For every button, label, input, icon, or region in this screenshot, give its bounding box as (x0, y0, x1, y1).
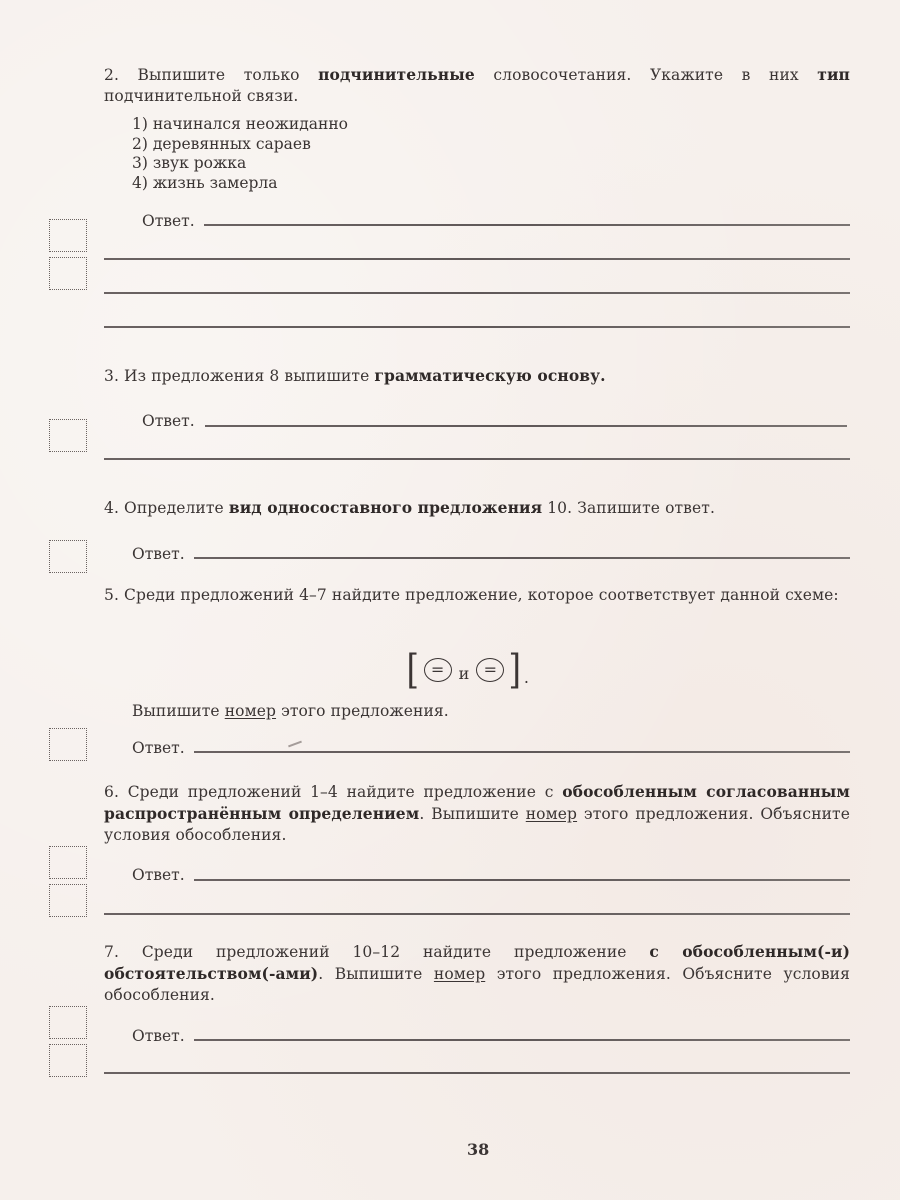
question-3: 3. Из предложения 8 выпишите грамматическую основу. (104, 366, 606, 385)
score-box[interactable] (49, 219, 87, 252)
score-box[interactable] (49, 540, 87, 573)
emphasis-detached-adverbial: с обособленным(-и) обстоятельством(-ами) (104, 942, 851, 983)
question-6-number: 6. (104, 783, 119, 801)
emphasis-subordinate: подчинительные (318, 65, 475, 84)
pencil-mark (288, 741, 302, 748)
option-3: 3) звук рожка (132, 154, 247, 172)
answer-label: Ответ. (132, 739, 185, 757)
schema-period: . (523, 667, 529, 687)
score-box[interactable] (49, 846, 87, 879)
answer-line[interactable] (104, 258, 850, 260)
emphasis-number: номер (224, 702, 277, 720)
score-box[interactable] (49, 884, 87, 917)
question-5-followup: Выпишите номер этого предложения. (132, 702, 449, 720)
open-bracket: [ (406, 647, 420, 693)
question-7-number: 7. (104, 943, 119, 961)
answer-label: Ответ. (132, 1027, 185, 1045)
answer-label: Ответ. (142, 212, 195, 230)
emphasis-number: номер (525, 805, 578, 823)
question-6: 6. Среди предложений 1–4 найдите предложение с обособленным согласованным распространённым определением. Выпишите номер этого предложения. Объясните условия обособления. (104, 782, 850, 844)
score-box[interactable] (49, 728, 87, 761)
emphasis-type: тип (817, 65, 850, 84)
question-7: 7. Среди предложений 10–12 найдите предложение с обособленным(-и) обстоятельством(-ами). Выпишите номер этого предложения. Объясните условия обособления. (104, 942, 851, 1004)
answer-line[interactable] (194, 1039, 850, 1041)
option-4: 4) жизнь замерла (132, 173, 278, 192)
answer-line[interactable] (104, 326, 850, 328)
answer-line[interactable] (104, 292, 850, 294)
answer-label: Ответ. (142, 412, 195, 430)
emphasis-grammatical-basis: грамматическую основу. (374, 366, 606, 385)
page-number: 38 (467, 1140, 490, 1159)
close-bracket: ] (508, 647, 522, 693)
question-2-options (132, 115, 348, 193)
conjunction: и (458, 663, 470, 683)
option-2: 2) деревянных сараев (132, 134, 311, 153)
score-box[interactable] (49, 1044, 87, 1077)
answer-line[interactable] (204, 224, 850, 226)
question-5: 5. Среди предложений 4–7 найдите предложение, которое соответствует данной схеме: (104, 586, 839, 604)
score-box[interactable] (49, 419, 87, 452)
answer-line[interactable] (205, 425, 847, 427)
answer-line[interactable] (194, 557, 850, 559)
answer-label: Ответ. (132, 545, 185, 563)
emphasis-number: номер (433, 965, 486, 983)
answer-line[interactable] (104, 913, 850, 915)
sentence-schema (405, 647, 529, 693)
question-2: 2. Выпишите только подчинительные словосочетания. Укажите в них тип подчинительной связи. (104, 65, 850, 105)
question-4-number: 4. (104, 499, 119, 517)
question-5-number: 5. (104, 586, 119, 604)
answer-line[interactable] (194, 751, 850, 753)
subject-predicate-circle-left: = (424, 658, 452, 682)
emphasis-detached-attribute: обособленным согласованным распространённым определением (104, 782, 850, 823)
answer-line[interactable] (104, 458, 850, 460)
question-3-number: 3. (104, 367, 119, 385)
question-2-number: 2. (104, 66, 119, 84)
option-1: 1) начинался неожиданно (132, 115, 348, 133)
score-box[interactable] (49, 1006, 87, 1039)
question-4: 4. Определите вид односоставного предложения 10. Запишите ответ. (104, 498, 715, 517)
subject-predicate-circle-right: = (476, 658, 504, 682)
emphasis-one-part-sentence: вид односоставного предложения (228, 498, 543, 517)
score-box[interactable] (49, 257, 87, 290)
answer-line[interactable] (194, 879, 850, 881)
answer-line[interactable] (104, 1072, 850, 1074)
answer-label: Ответ. (132, 866, 185, 884)
